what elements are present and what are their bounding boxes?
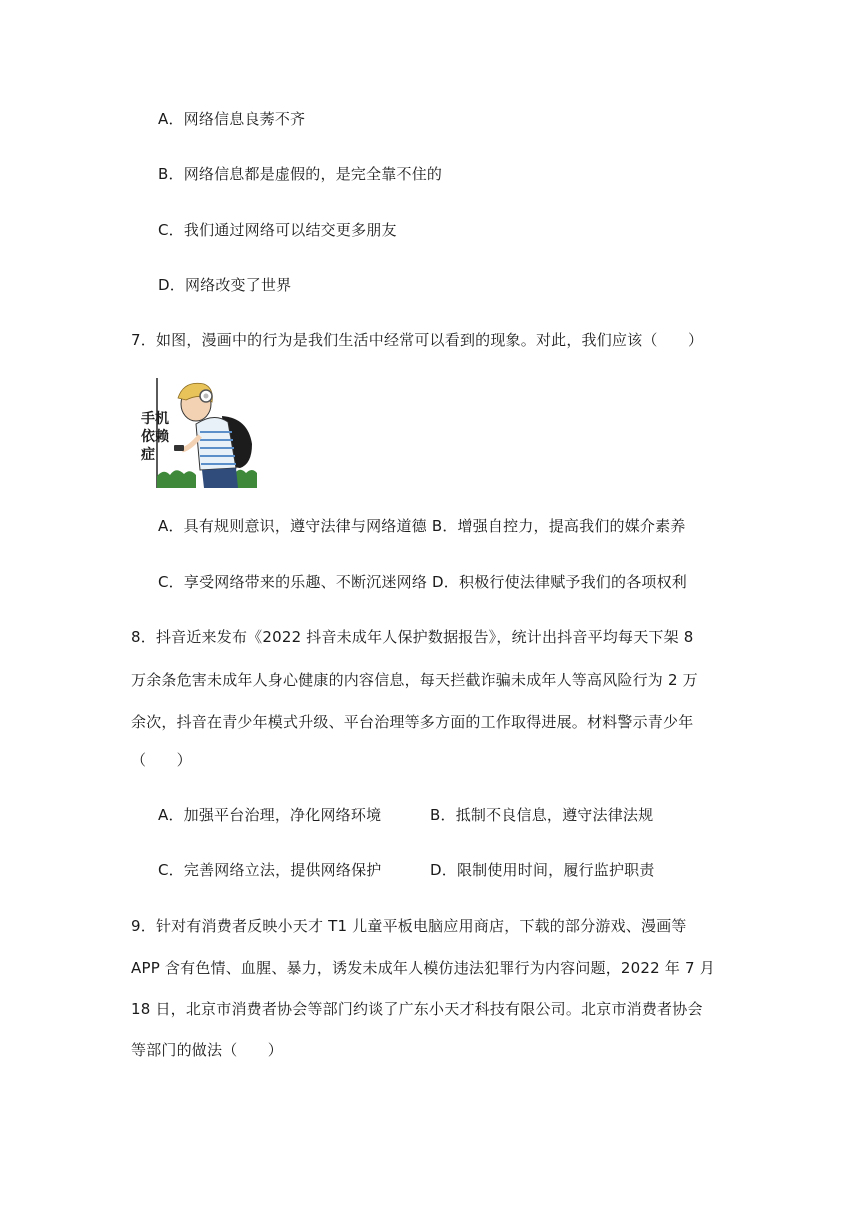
q8-stem-line2: 万余条危害未成年人身心健康的内容信息，每天拦截诈骗未成年人等高风险行为 2 万 — [131, 671, 698, 689]
q8-stem-line4: （ ） — [131, 751, 192, 769]
q6-option-b: B．网络信息都是虚假的，是完全靠不住的 — [158, 165, 443, 183]
q7-options-row1: A．具有规则意识，遵守法律与网络道德 B．增强自控力，提高我们的媒介素养 — [158, 517, 686, 535]
q6-option-c: C．我们通过网络可以结交更多朋友 — [158, 221, 397, 239]
q8-stem-line3: 余次，抖音在青少年模式升级、平台治理等多方面的工作取得进展。材料警示青少年 — [131, 713, 694, 731]
cartoon-label-line2: 依赖 — [141, 429, 169, 445]
q9-stem-line1: 9．针对有消费者反映小天才 T1 儿童平板电脑应用商店，下载的部分游戏、漫画等 — [131, 917, 687, 935]
q8-option-c: C．完善网络立法，提供网络保护 — [158, 861, 382, 879]
cartoon-label-line3: 症 — [141, 447, 155, 463]
q9-stem-line3: 18 日，北京市消费者协会等部门约谈了广东小天才科技有限公司。北京市消费者协会 — [131, 1000, 703, 1018]
q8-option-b: B．抵制不良信息，遵守法律法规 — [430, 806, 654, 824]
q9-stem-line4: 等部门的做法（ ） — [131, 1041, 284, 1059]
q7-stem: 7．如图，漫画中的行为是我们生活中经常可以看到的现象。对此，我们应该（ ） — [131, 331, 704, 349]
q8-stem-line1: 8．抖音近来发布《2022 抖音未成年人保护数据报告》，统计出抖音平均每天下架 8 — [131, 628, 694, 646]
q7-options-row2: C．享受网络带来的乐趣、不断沉迷网络 D．积极行使法律赋予我们的各项权利 — [158, 573, 687, 591]
q8-option-a: A．加强平台治理，净化网络环境 — [158, 806, 382, 824]
q8-option-d: D．限制使用时间，履行监护职责 — [430, 861, 655, 879]
q6-option-a: A．网络信息良莠不齐 — [158, 110, 306, 128]
q9-stem-line2: APP 含有色情、血腥、暴力，诱发未成年人模仿违法犯罪行为内容问题，2022 年 7 月 — [131, 959, 715, 977]
cartoon-label-line1: 手机 — [141, 411, 169, 427]
q6-option-d: D．网络改变了世界 — [158, 276, 292, 294]
phone-addiction-cartoon-icon — [156, 378, 258, 488]
